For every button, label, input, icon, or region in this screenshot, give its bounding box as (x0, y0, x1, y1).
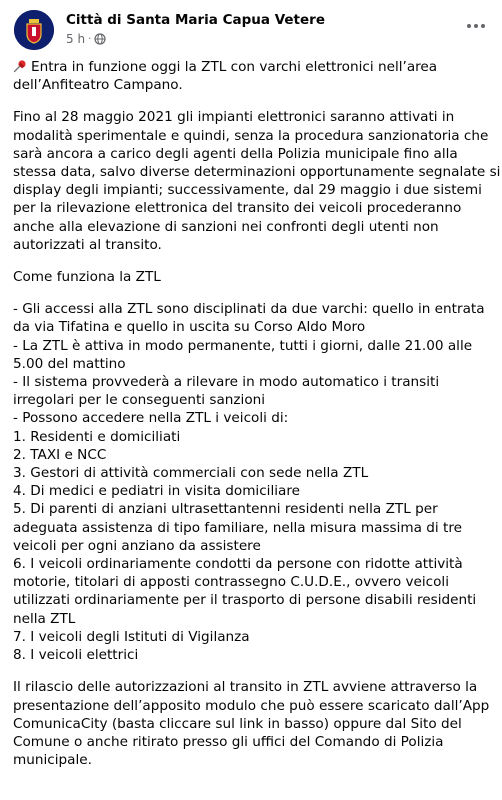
text-line: presentazione dell’apposito modulo che può essere scaricato dall’App (13, 697, 490, 714)
list-item: motorie, titolari di apposti contrassegno C.U.D.E., ovvero veicoli (13, 574, 449, 591)
list-item: da via Tifatina e quello in uscita su Corso Aldo Moro (13, 319, 366, 336)
page-name[interactable]: Città di Santa Maria Capua Vetere (66, 12, 325, 28)
section-title-paragraph (13, 268, 493, 286)
intro-line-1 (13, 58, 493, 76)
text-line: municipale. (13, 752, 92, 769)
post-header (10, 6, 494, 50)
list-item: 3. Gestori di attività commerciali con sede nella ZTL (13, 465, 369, 482)
list-item: 5.00 del mattino (13, 355, 126, 372)
rules-list (13, 300, 493, 664)
list-item: adeguata assistenza di tipo familiare, nella misura massima di tre (13, 519, 462, 536)
more-options-button[interactable] (462, 16, 490, 36)
list-item: 2. TAXI e NCC (13, 446, 107, 463)
text-line: modalità sperimentale e quindi, senza la procedura sanzionatoria che (13, 127, 489, 144)
list-item: - La ZTL è attiva in modo permanente, tutti i giorni, dalle 21.00 alle (13, 337, 473, 354)
text-line: anche alla elevazione di sanzioni nei confronti degli utenti non (13, 218, 439, 235)
list-item: 1. Residenti e domiciliati (13, 428, 181, 445)
list-item: nella ZTL (13, 610, 76, 627)
separator-dot: · (88, 33, 92, 45)
post-text (13, 58, 501, 783)
text-line: ComunicaCity (basta cliccare sul link in basso) oppure dal Sito del (13, 715, 462, 732)
list-item: - Il sistema provvederà a rilevare in modo automatico i transiti (13, 374, 440, 391)
section-title: Come funziona la ZTL (13, 269, 161, 286)
pushpin-icon (13, 59, 27, 73)
post-meta (66, 32, 106, 46)
text-line: autorizzati al transito. (13, 236, 162, 253)
list-item: veicoli per ogni anziano da assistere (13, 537, 261, 554)
list-item: irregolari per le conseguenti sanzioni (13, 392, 266, 409)
list-item: 4. Di medici e pediatri in visita domiciliare (13, 483, 300, 500)
list-item: 6. I veicoli ordinariamente condotti da persone con ridotte attività (13, 556, 463, 573)
more-horizontal-icon (467, 24, 471, 28)
closing-paragraph (13, 678, 493, 769)
globe-icon (94, 33, 106, 45)
city-crest-icon (14, 10, 54, 50)
avatar[interactable] (14, 10, 54, 50)
list-item: utilizzati ordinariamente per il trasporto di persone disabili residenti (13, 592, 477, 609)
list-item: - Gli accessi alla ZTL sono disciplinati da due varchi: quello in entrata (13, 301, 485, 318)
text-line: sarà ancora a carico degli agenti della Polizia municipale fino alla (13, 145, 458, 162)
list-item: 7. I veicoli degli Istituti di Vigilanza (13, 628, 250, 645)
list-item: 8. I veicoli elettrici (13, 647, 139, 664)
text-line: Comune o anche ritirato presso gli uffici del Comando di Polizia (13, 733, 444, 750)
list-item: 5. Di parenti di anziani ultrasettantenni residenti nella ZTL per (13, 501, 438, 518)
text-line: display degli impianti; successivamente, dal 29 maggio i due sistemi (13, 182, 482, 199)
paragraph-1 (13, 108, 501, 254)
text-line: per la rilevazione elettronica del transito dei veicoli procederanno (13, 200, 462, 217)
post-time[interactable]: 5 h (66, 32, 86, 46)
intro-text: Entra in funzione oggi la ZTL con varchi elettronici nell’area (31, 59, 438, 75)
text-line: stessa data, salvo diverse determinazioni opportunamente segnalate si (13, 164, 501, 181)
text-line: Il rilascio delle autorizzazioni al transito in ZTL avviene attraverso la (13, 679, 478, 696)
text-line: Fino al 28 maggio 2021 gli impianti elettronici saranno attivati in (13, 109, 455, 126)
list-item: - Possono accedere nella ZTL i veicoli di: (13, 410, 289, 427)
intro-paragraph (13, 58, 493, 94)
intro-line-2: dell’Anfiteatro Campano. (13, 77, 183, 94)
